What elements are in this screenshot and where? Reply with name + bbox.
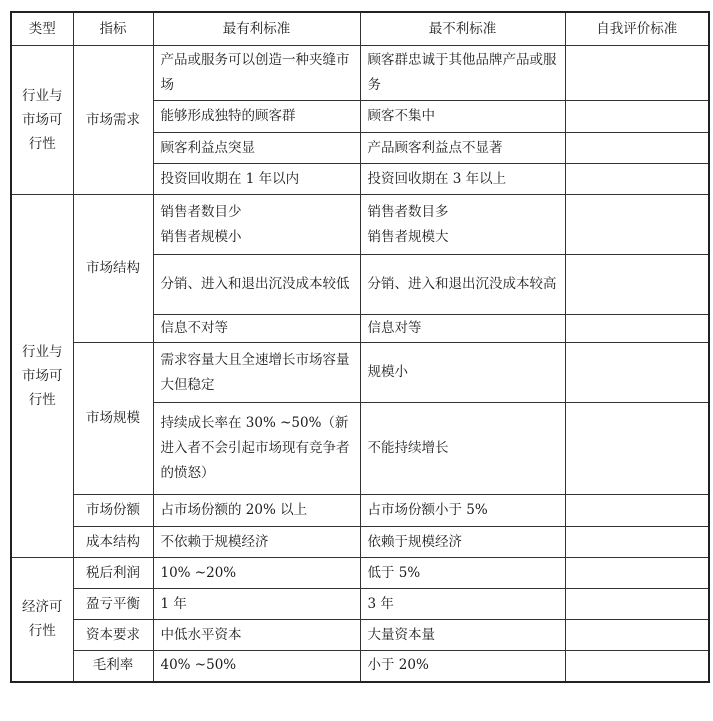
self-eval-cell[interactable] <box>565 558 709 589</box>
worst-criterion-cell: 不能持续增长 <box>360 403 565 495</box>
indicator-cell: 盈亏平衡 <box>73 589 153 620</box>
indicator-cell: 市场结构 <box>73 195 153 343</box>
table-row <box>11 495 709 527</box>
header-type: 类型 <box>11 12 73 46</box>
worst-criterion-cell: 规模小 <box>360 343 565 403</box>
self-eval-cell[interactable] <box>565 164 709 195</box>
indicator-cell: 税后利润 <box>73 558 153 589</box>
self-eval-cell[interactable] <box>565 620 709 651</box>
header-self-eval: 自我评价标准 <box>565 12 709 46</box>
table-row <box>11 589 709 620</box>
best-criterion-cell: 10% ~20% <box>153 558 360 589</box>
table-row <box>11 558 709 589</box>
worst-criterion-cell: 销售者数目多 销售者规模大 <box>360 195 565 255</box>
self-eval-cell[interactable] <box>565 255 709 315</box>
best-criterion-cell: 销售者数目少 销售者规模小 <box>153 195 360 255</box>
best-criterion-cell: 40% ~50% <box>153 651 360 682</box>
worst-criterion-cell: 产品顾客利益点不显著 <box>360 133 565 164</box>
indicator-cell: 市场需求 <box>73 46 153 195</box>
best-criterion-cell: 占市场份额的 20% 以上 <box>153 495 360 527</box>
best-criterion-cell: 不依赖于规模经济 <box>153 527 360 558</box>
self-eval-cell[interactable] <box>565 46 709 101</box>
self-eval-cell[interactable] <box>565 315 709 343</box>
header-worst: 最不利标准 <box>360 12 565 46</box>
self-eval-cell[interactable] <box>565 527 709 558</box>
worst-criterion-cell: 依赖于规模经济 <box>360 527 565 558</box>
indicator-cell: 成本结构 <box>73 527 153 558</box>
self-eval-cell[interactable] <box>565 589 709 620</box>
best-criterion-cell: 顾客利益点突显 <box>153 133 360 164</box>
evaluation-table <box>10 11 710 683</box>
self-eval-cell[interactable] <box>565 101 709 133</box>
self-eval-cell[interactable] <box>565 403 709 495</box>
worst-criterion-cell: 占市场份额小于 5% <box>360 495 565 527</box>
category-cell: 经济可 行性 <box>11 558 73 682</box>
worst-criterion-cell: 3 年 <box>360 589 565 620</box>
category-cell: 行业与 市场可 行性 <box>11 195 73 558</box>
self-eval-cell[interactable] <box>565 495 709 527</box>
self-eval-cell[interactable] <box>565 133 709 164</box>
table-row <box>11 527 709 558</box>
worst-criterion-cell: 低于 5% <box>360 558 565 589</box>
worst-criterion-cell: 信息对等 <box>360 315 565 343</box>
self-eval-cell[interactable] <box>565 651 709 682</box>
worst-criterion-cell: 投资回收期在 3 年以上 <box>360 164 565 195</box>
worst-criterion-cell: 顾客不集中 <box>360 101 565 133</box>
table-row <box>11 195 709 255</box>
self-eval-cell[interactable] <box>565 195 709 255</box>
header-row <box>11 12 709 46</box>
best-criterion-cell: 分销、进入和退出沉没成本较低 <box>153 255 360 315</box>
table-row <box>11 46 709 101</box>
table-row <box>11 343 709 403</box>
indicator-cell: 市场份额 <box>73 495 153 527</box>
best-criterion-cell: 能够形成独特的顾客群 <box>153 101 360 133</box>
table-row <box>11 651 709 682</box>
worst-criterion-cell: 分销、进入和退出沉没成本较高 <box>360 255 565 315</box>
best-criterion-cell: 需求容量大且全速增长市场容量大但稳定 <box>153 343 360 403</box>
header-indicator: 指标 <box>73 12 153 46</box>
best-criterion-cell: 产品或服务可以创造一种夹缝市场 <box>153 46 360 101</box>
best-criterion-cell: 1 年 <box>153 589 360 620</box>
best-criterion-cell: 信息不对等 <box>153 315 360 343</box>
best-criterion-cell: 持续成长率在 30% ~50%（新进入者不会引起市场现有竞争者的愤怒） <box>153 403 360 495</box>
worst-criterion-cell: 小于 20% <box>360 651 565 682</box>
self-eval-cell[interactable] <box>565 343 709 403</box>
table-row <box>11 620 709 651</box>
category-cell: 行业与 市场可 行性 <box>11 46 73 195</box>
indicator-cell: 市场规模 <box>73 343 153 495</box>
worst-criterion-cell: 大量资本量 <box>360 620 565 651</box>
indicator-cell: 毛利率 <box>73 651 153 682</box>
header-best: 最有利标准 <box>153 12 360 46</box>
best-criterion-cell: 投资回收期在 1 年以内 <box>153 164 360 195</box>
best-criterion-cell: 中低水平资本 <box>153 620 360 651</box>
indicator-cell: 资本要求 <box>73 620 153 651</box>
worst-criterion-cell: 顾客群忠诚于其他品牌产品或服务 <box>360 46 565 101</box>
